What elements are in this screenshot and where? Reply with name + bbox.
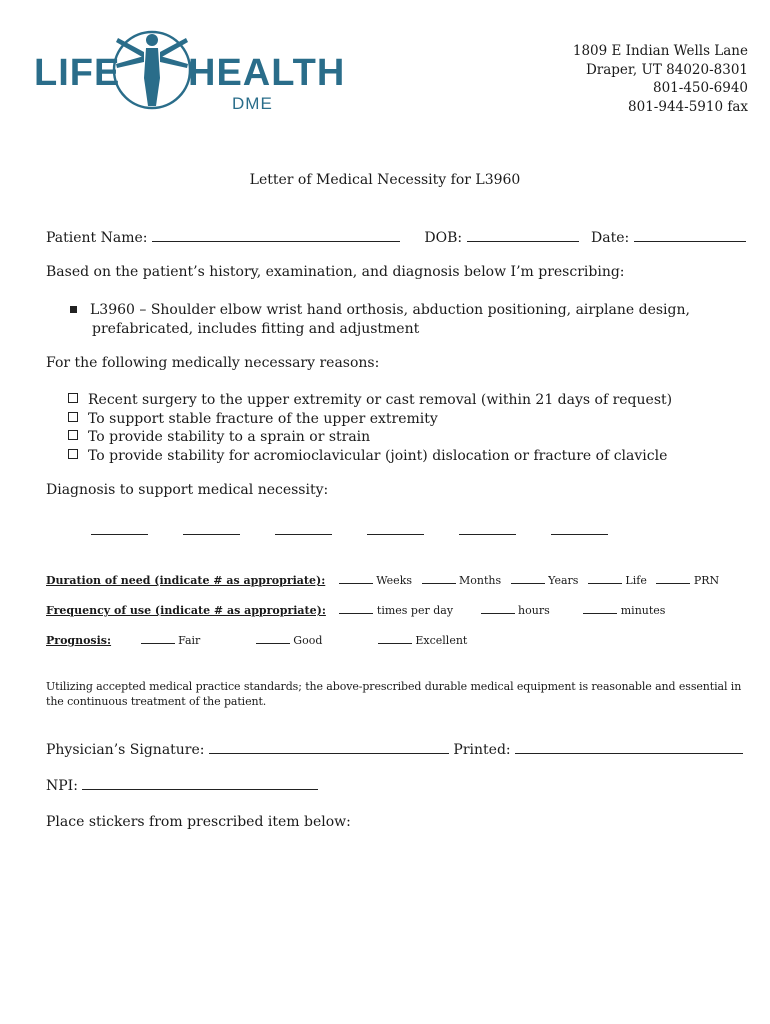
reason-text: To provide stability for acromioclavicular (joint) dislocation or fracture of clavicle [88, 447, 668, 464]
date-label: Date: [591, 230, 630, 246]
frequency-option: hours [518, 604, 550, 617]
dob-label: DOB: [424, 230, 463, 246]
document-title: Letter of Medical Necessity for L3960 [249, 172, 521, 188]
statement-line: Utilizing accepted medical practice standards; the above-prescribed durable medical equipment is reasonable and essential in [46, 680, 742, 693]
life-field[interactable] [588, 573, 622, 584]
printed-name-field[interactable] [515, 740, 743, 754]
times-per-day-field[interactable] [339, 603, 373, 614]
diagnosis-heading: Diagnosis to support medical necessity: [46, 482, 329, 498]
prn-field[interactable] [656, 573, 690, 584]
signature-field[interactable] [209, 740, 449, 754]
patient-name-label: Patient Name: [46, 230, 148, 246]
reason-item [68, 447, 672, 466]
prognosis-option: Good [293, 634, 323, 647]
diagnosis-field[interactable] [183, 521, 240, 535]
signature-row [46, 740, 743, 758]
bullet-icon [70, 306, 77, 313]
date-field[interactable] [634, 228, 746, 242]
stickers-instruction: Place stickers from prescribed item below: [46, 814, 351, 830]
years-field[interactable] [511, 573, 545, 584]
company-address [573, 42, 748, 116]
diagnosis-field[interactable] [275, 521, 332, 535]
minutes-field[interactable] [583, 603, 617, 614]
hours-field[interactable] [481, 603, 515, 614]
diagnosis-field[interactable] [367, 521, 424, 535]
reason-checkbox[interactable] [68, 393, 78, 403]
months-field[interactable] [422, 573, 456, 584]
reason-text: Recent surgery to the upper extremity or cast removal (within 21 days of request) [88, 392, 673, 408]
reason-item [68, 410, 672, 429]
diagnosis-fields [91, 520, 608, 539]
frequency-option: times per day [376, 604, 454, 617]
duration-option: Months [459, 574, 502, 587]
reason-checkbox[interactable] [68, 449, 78, 459]
reason-checkbox[interactable] [68, 412, 78, 422]
good-field[interactable] [256, 633, 290, 644]
printed-label: Printed: [453, 742, 511, 758]
weeks-field[interactable] [339, 573, 373, 584]
duration-option: Weeks [376, 574, 413, 587]
npi-row [46, 776, 318, 794]
reason-text: To support stable fracture of the upper extremity [88, 410, 438, 427]
reason-item [68, 428, 672, 447]
prognosis-label: Prognosis: [46, 634, 112, 647]
address-line: 801-944-5910 fax [628, 98, 748, 115]
patient-info-row [46, 228, 746, 246]
logo-life-text: LIFE [34, 52, 121, 94]
frequency-row [46, 603, 665, 617]
duration-row [46, 573, 719, 587]
patient-name-field[interactable] [152, 228, 400, 242]
prescribing-intro: Based on the patient’s history, examination, and diagnosis below I’m prescribing: [46, 264, 625, 280]
reason-text: To provide stability to a sprain or strain [88, 429, 371, 445]
reason-item [68, 391, 672, 410]
logo-dme-text: DME [232, 94, 273, 113]
company-logo [34, 28, 346, 118]
prognosis-row [46, 633, 467, 647]
diagnosis-field[interactable] [459, 521, 516, 535]
address-line: Draper, UT 84020-8301 [585, 61, 748, 78]
duration-option: Years [548, 574, 579, 587]
duration-option: PRN [693, 574, 720, 587]
dob-field[interactable] [467, 228, 579, 242]
excellent-field[interactable] [378, 633, 412, 644]
duration-label: Duration of need (indicate # as appropriate): [46, 574, 326, 587]
address-line: 1809 E Indian Wells Lane [572, 43, 748, 59]
diagnosis-field[interactable] [91, 521, 148, 535]
npi-field[interactable] [82, 776, 318, 790]
frequency-option: minutes [620, 604, 666, 617]
reasons-heading: For the following medically necessary reasons: [46, 355, 380, 371]
reason-checkbox[interactable] [68, 430, 78, 440]
prognosis-option: Fair [178, 634, 201, 647]
address-line: 801-450-6940 [652, 80, 748, 96]
npi-label: NPI: [46, 778, 78, 794]
diagnosis-field[interactable] [551, 521, 608, 535]
reasons-list [68, 391, 672, 465]
necessity-statement [46, 679, 741, 709]
fair-field[interactable] [141, 633, 175, 644]
prescription-item [68, 301, 690, 338]
prognosis-option: Excellent [415, 634, 468, 647]
statement-line: the continuous treatment of the patient. [46, 695, 267, 708]
signature-label: Physician’s Signature: [46, 742, 205, 758]
prescription-line: L3960 – Shoulder elbow wrist hand orthosis, abduction positioning, airplane design, [90, 302, 690, 318]
frequency-label: Frequency of use (indicate # as appropriate): [46, 604, 326, 617]
logo-health-text: HEALTH [188, 52, 346, 94]
duration-option: Life [625, 574, 647, 587]
prescription-line: prefabricated, includes fitting and adjustment [92, 320, 420, 337]
